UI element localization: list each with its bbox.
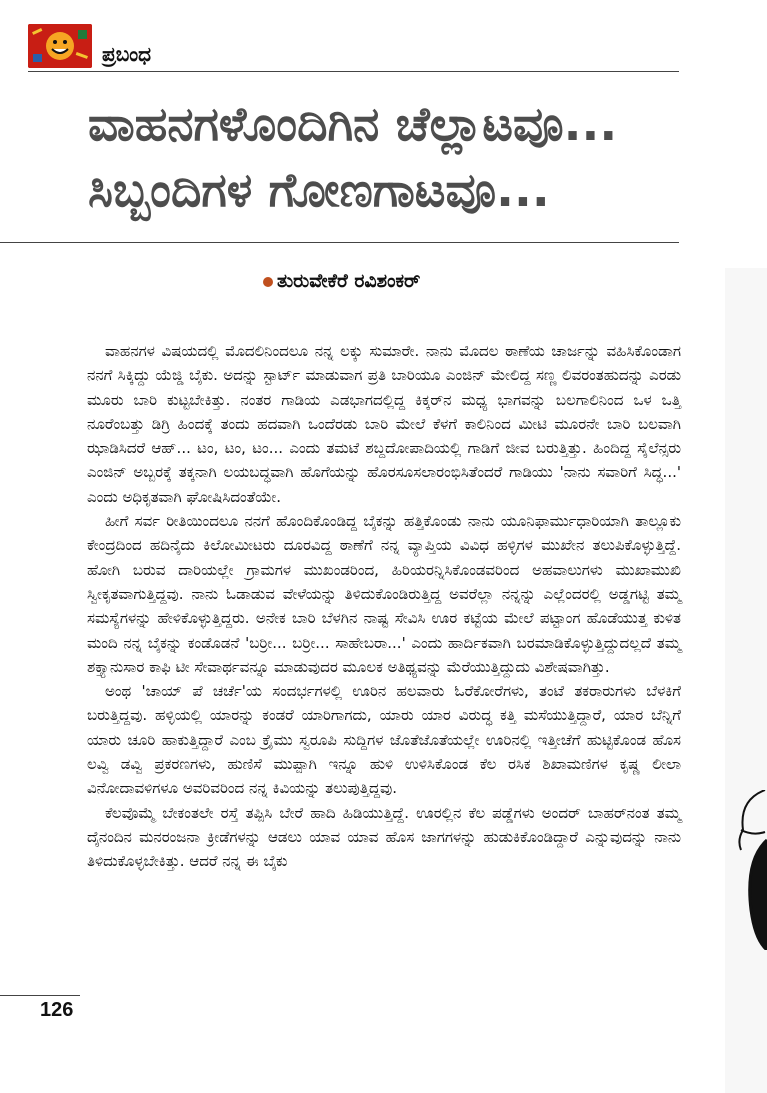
- article-title: [88, 92, 708, 224]
- footer-divider: [0, 995, 80, 996]
- author-name: ತುರುವೇಕೆರೆ ರವಿಶಂಕರ್: [277, 270, 421, 292]
- header-divider: [28, 71, 679, 72]
- section-label: ಪ್ರಬಂಧ: [102, 42, 152, 66]
- side-illustration-panel: [725, 268, 767, 1093]
- article-paragraph: ಹೀಗೆ ಸರ್ವ ರೀತಿಯಿಂದಲೂ ನನಗೆ ಹೊಂದಿಕೊಂಡಿದ್ದ ಬೈಕನ್ನು ಹತ್ತಿಕೊಂಡು ನಾನು ಯೂನಿಫಾರ್ಮುಧಾರಿಯಾಗಿ ತಾಲ್ಲೂಕು ಕೇಂದ್ರದಿಂದ ಹದಿನೈದು ಕಿಲೋಮೀಟರು ದೂರವಿದ್ದ ಠಾಣೆಗೆ ನನ್ನ ವ್ಯಾಪ್ತಿಯ ವಿವಿಧ ಹಳ್ಳಿಗಳ ಮುಖೇನ ತಲುಪಿಕೊಳ್ಳುತ್ತಿದ್ದೆ. ಹೋಗಿ ಬರುವ ದಾರಿಯಲ್ಲೇ ಗ್ರಾಮಗಳ ಮುಖಂಡರಿಂದ, ಹಿರಿಯರನ್ನಿಸಿಕೊಂಡವರಿಂದ ಅಹವಾಲುಗಳು ಮುಖಾಮುಖಿ ಸ್ವೀಕೃತವಾಗುತ್ತಿದ್ದವು. ನಾನು ಓಡಾಡುವ ವೇಳೆಯನ್ನು ತಿಳಿದುಕೊಂಡಿರುತ್ತಿದ್ದ ಅವರೆಲ್ಲಾ ನನ್ನನ್ನು ಎಲ್ಲೆಂದರಲ್ಲಿ ಅಡ್ಡಗಟ್ಟಿ ತಮ್ಮ ಸಮಸ್ಯೆಗಳನ್ನು ಹೇಳಿಕೊಳ್ಳುತ್ತಿದ್ದರು. ಅನೇಕ ಬಾರಿ ಬೆಳಗಿನ ನಾಷ್ಟ ಸೇವಿಸಿ ಊರ ಕಟ್ಟೆಯ ಮೇಲೆ ಪಟ್ಟಾಂಗ ಹೊಡೆಯುತ್ತ ಕುಳಿತ ಮಂದಿ ನನ್ನ ಬೈಕನ್ನು ಕಂಡೊಡನೆ 'ಬರ್‍ರೀ... ಬರ್‍ರೀ... ಸಾಹೇಬರಾ...' ಎಂದು ಹಾರ್ದಿಕವಾಗಿ ಬರಮಾಡಿಕೊಳ್ಳುತ್ತಿದ್ದುದಲ್ಲದೆ ತಮ್ಮ ಶಕ್ತ್ಯಾನುಸಾರ ಕಾಫಿ ಟೀ ಸೇವಾರ್ಥವನ್ನೂ ಮಾಡುವುದರ ಮೂಲಕ ಅತಿಥ್ಯವನ್ನು ಮೆರೆಯುತ್ತಿದ್ದುದು ವಿಶೇಷವಾಗಿತ್ತು.: [87, 512, 681, 676]
- article-title-line-1: ವಾಹನಗಳೊಂದಿಗಿನ ಚೆಲ್ಲಾಟವೂ...: [88, 97, 618, 152]
- page-number: 126: [40, 999, 74, 1021]
- article-paragraph: ವಾಹನಗಳ ವಿಷಯದಲ್ಲಿ ಮೊದಲಿನಿಂದಲೂ ನನ್ನ ಲಕ್ಕು ಸುಮಾರೇ. ನಾನು ಮೊದಲ ಠಾಣೆಯ ಚಾರ್ಜನ್ನು ವಹಿಸಿಕೊಂಡಾಗ ನನಗೆ ಸಿಕ್ಕಿದ್ದು ಯೆಜ್ಡಿ ಬೈಕು. ಅದನ್ನು ಸ್ಟಾರ್ಟ್ ಮಾಡುವಾಗ ಪ್ರತಿ ಬಾರಿಯೂ ಎಂಜಿನ್ ಮೇಲಿದ್ದ ಸಣ್ಣ ಲಿವರಂತಹುದನ್ನು ಎರಡು ಮೂರು ಬಾರಿ ಕುಟ್ಟಬೇಕಿತ್ತು. ನಂತರ ಗಾಡಿಯ ಎಡಭಾಗದಲ್ಲಿದ್ದ ಕಿಕ್ಕರ್‌ನ ಮಧ್ಯ ಭಾಗವನ್ನು ಬಲಗಾಲಿನಿಂದ ಒಳ ಒತ್ತಿ ನೂರೆಂಬತ್ತು ಡಿಗ್ರಿ ಹಿಂದಕ್ಕೆ ತಂದು ಹದವಾಗಿ ಒಂದೆರಡು ಬಾರಿ ಮೇಲೆ ಕೆಳಗೆ ಕಾಲಿನಿಂದ ಮೀಟಿ ಮೂರನೇ ಬಾರಿ ಬಲವಾಗಿ ಝಾಡಿಸಿದರೆ ಆಹ್... ಟಂ, ಟಂ, ಟಂ... ಎಂದು ತಮಟೆ ಶಬ್ದದೋಪಾದಿಯಲ್ಲಿ ಗಾಡಿಗೆ ಜೀವ ಬರುತ್ತಿತ್ತು. ಹಿಂದಿದ್ದ ಸೈಲೆನ್ಸರು ಎಂಜಿನ್ ಅಬ್ಬರಕ್ಕೆ ತಕ್ಕನಾಗಿ ಲಯಬದ್ಧವಾಗಿ ಹೊಗೆಯನ್ನು ಹೊರಸೂಸಲಾರಂಭಿಸಿತೆಂದರೆ ಗಾಡಿಯು 'ನಾನು ಸವಾರಿಗೆ ಸಿದ್ಧ...' ಎಂದು ಅಧಿಕೃತವಾಗಿ ಘೋಷಿಸಿದಂತೆಯೇ.: [87, 342, 681, 506]
- smiley-logo-icon: [28, 24, 92, 68]
- author-byline: [263, 268, 420, 294]
- title-divider: [0, 242, 679, 243]
- cartoon-illustration: [735, 790, 767, 954]
- article-body: [87, 339, 681, 874]
- article-title-line-2: ಸಿಬ್ಬಂದಿಗಳ ಗೋಣಗಾಟವೂ...: [88, 163, 550, 218]
- article-paragraph: ಅಂಥ 'ಚಾಯ್ ಪೆ ಚರ್ಚೆ'ಯ ಸಂದರ್ಭಗಳಲ್ಲಿ ಊರಿನ ಹಲವಾರು ಓರೆಕೋರೆಗಳು, ತಂಟೆ ತಕರಾರುಗಳು ಬೆಳಕಿಗೆ ಬರುತ್ತಿದ್ದವು. ಹಳ್ಳಿಯಲ್ಲಿ ಯಾರನ್ನು ಕಂಡರೆ ಯಾರಿಗಾಗದು, ಯಾರು ಯಾರ ವಿರುದ್ಧ ಕತ್ತಿ ಮಸೆಯುತ್ತಿದ್ದಾರೆ, ಯಾರ ಬೆನ್ನಿಗೆ ಯಾರು ಚೂರಿ ಹಾಕುತ್ತಿದ್ದಾರೆ ಎಂಬ ಕ್ರೈಮು ಸ್ವರೂಪಿ ಸುದ್ದಿಗಳ ಜೊತೆಜೊತೆಯಲ್ಲೇ ಊರಿನಲ್ಲಿ ಇತ್ತೀಚೆಗೆ ಹುಟ್ಟಿಕೊಂಡ ಹೊಸ ಲವ್ವಿ ಡವ್ವಿ ಪ್ರಕರಣಗಳು, ಹುಣಿಸೆ ಮುಪ್ಪಾಗಿ ಇನ್ನೂ ಹುಳಿ ಉಳಿಸಿಕೊಂಡ ಕೆಲ ರಸಿಕ ಶಿಖಾಮಣಿಗಳ ಕೃಷ್ಣ ಲೀಲಾ ವಿನೋದಾವಳಿಗಳೂ ಅವರಿವರಿಂದ ನನ್ನ ಕಿವಿಯನ್ನು ತಲುಪುತ್ತಿದ್ದವು.: [87, 682, 681, 798]
- article-paragraph: ಕೆಲವೊಮ್ಮೆ ಬೇಕಂತಲೇ ರಸ್ತೆ ತಪ್ಪಿಸಿ ಬೇರೆ ಹಾದಿ ಹಿಡಿಯುತ್ತಿದ್ದೆ. ಊರಲ್ಲಿನ ಕೆಲ ಪಡ್ಡೆಗಳು ಅಂದರ್ ಬಾಹರ್‌ನಂತ ತಮ್ಮ ದೈನಂದಿನ ಮನರಂಜನಾ ಕ್ರೀಡೆಗಳನ್ನು ಆಡಲು ಯಾವ ಯಾವ ಹೊಸ ಜಾಗಗಳನ್ನು ಹುಡುಕಿಕೊಂಡಿದ್ದಾರೆ ಎನ್ನುವುದನ್ನು ನಾನು ತಿಳಿದುಕೊಳ್ಳಬೇಕಿತ್ತು. ಆದರೆ ನನ್ನ ಈ ಬೈಕು: [87, 803, 681, 871]
- bullet-dot-icon: [263, 277, 273, 287]
